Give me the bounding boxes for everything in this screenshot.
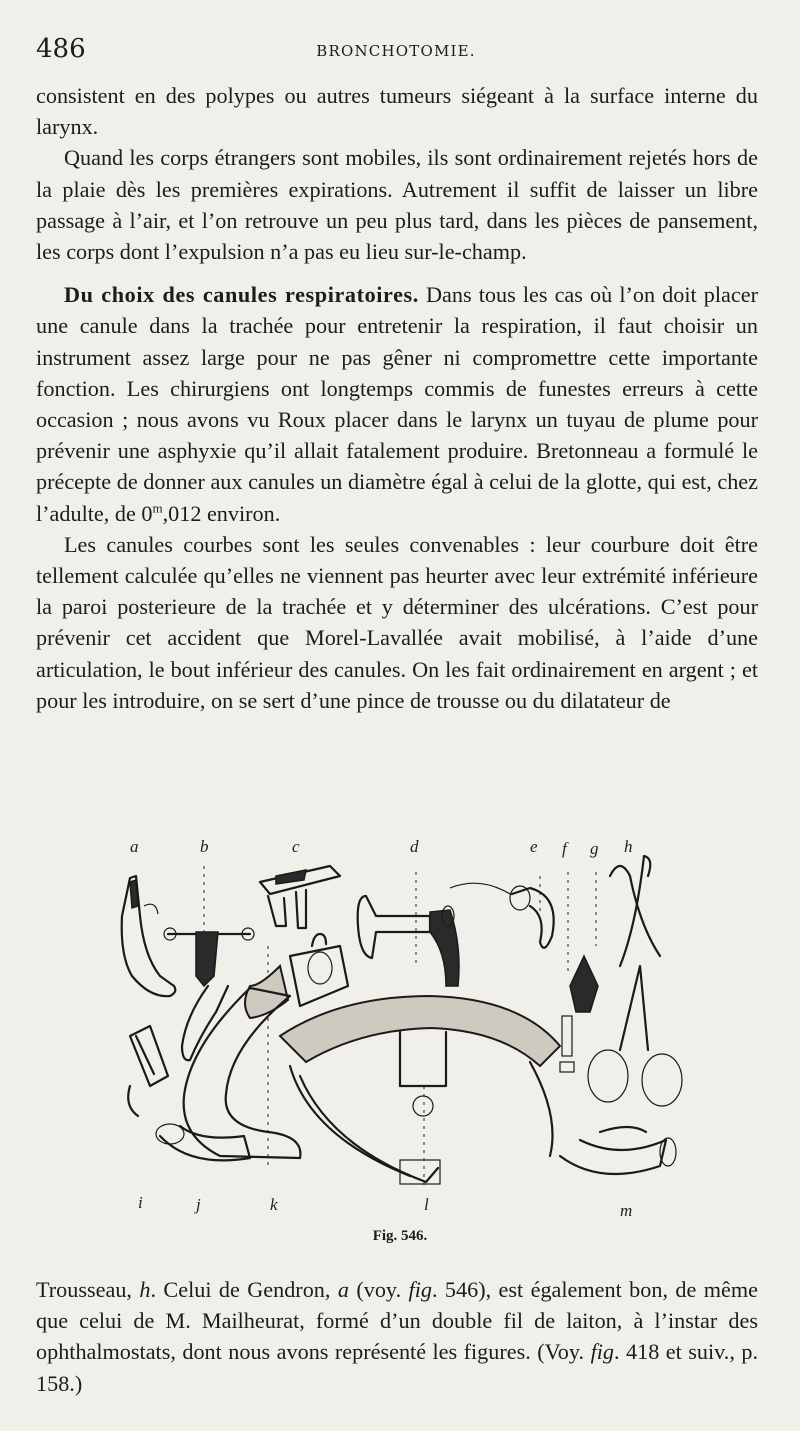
instrument-h — [588, 856, 682, 1106]
fig-letter-m: m — [620, 1201, 633, 1220]
instrument-b — [164, 928, 254, 1060]
figure-546 — [100, 836, 700, 1246]
section-heading: Du choix des canules respiratoires. — [64, 282, 419, 308]
instrument-d — [358, 896, 459, 986]
paragraph-canules: Du choix des canules respiratoires. Dans tous les cas où l’on doit placer une canule dans la trachée pour entretenir la respiration, il faut choisir un instrument assez large pour ne pas gêner ni compromettre cette importante fonction. Les chirurgiens ont longtemps commis de funestes erreurs à cette occasion ; nous avons vu Roux placer dans le larynx un tuyau de plume pour prévenir une asphyxie qu’il allait fatalement produire. Bretonneau a formulé le précepte de donner aux canules un diamètre égal à celui de la glotte, qui est, chez l’adulte, de 0$^m$,012 environ. — [36, 282, 758, 526]
paragraph-trousseau: Trousseau, h. Celui de Gendron, a (voy. fig. 546), est également bon, de même que celui de M. Mailheurat, formé d’un double fil de laiton, à l’instar des ophthalmostats, dont nous avons représenté les figures. (Voy. fig. 418 et suiv., p. 158.) — [36, 1277, 759, 1396]
fig-letter-d: d — [410, 837, 419, 856]
instrument-a — [122, 876, 176, 996]
paragraph-curved-canules: Les canules courbes sont les seules convenables : leur courbure doit être tellement calculée qu’elles ne viennent pas heurter avec leur extrémité inférieure la paroi posterieure de la trachée et y déterminer des ulcérations. C’est pour prévenir cet accident que Morel-Lavallée avait mobilisé, à l’aide d’une articulation, le bout inférieur des canules. On les fait ordinairement en argent ; et pour les introduire, on se sert d’une pince de trousse ou du dilatateur de — [36, 531, 758, 713]
instrument-i — [128, 1026, 168, 1116]
instrument-l — [280, 996, 560, 1184]
fig-letter-c: c — [292, 837, 300, 856]
fig-letter-j: j — [196, 1195, 201, 1214]
body-text-bottom — [36, 1274, 758, 1399]
page-header — [36, 34, 756, 68]
body-text-top — [36, 80, 758, 716]
instrument-j — [156, 1124, 250, 1160]
fig-letter-g: g — [590, 839, 599, 858]
fig-letter-l: l — [424, 1195, 429, 1214]
running-head: BRONCHOTOMIE. — [316, 42, 476, 60]
instrument-e — [450, 883, 554, 948]
paragraph-mobile-bodies: Quand les corps étrangers sont mobiles, ils sont ordinairement rejetés hors de la plaie dès les premières expirations. Autrement il suffit de laisser un libre passage à l’air, et l’on retrouve un peu plus tard, dans les pièces de pansement, les corps dont l’expulsion n’a pas eu lieu sur-le-champ. — [36, 145, 758, 265]
instrument-m — [560, 1127, 676, 1174]
instrument-f-g — [560, 956, 598, 1072]
page-number: 486 — [36, 34, 86, 64]
instrument-canula-shield — [245, 934, 348, 1018]
fig-letter-f: f — [562, 839, 567, 858]
fig-letter-i: i — [138, 1193, 143, 1212]
instrument-k — [184, 988, 301, 1158]
instrument-c — [260, 866, 340, 928]
fig-letter-h: h — [624, 837, 633, 856]
surgical-instruments-illustration — [100, 836, 700, 1246]
figure-caption-wrap — [0, 1225, 800, 1245]
fig-letter-a: a — [130, 837, 139, 856]
fig-letter-e: e — [530, 837, 538, 856]
fig-letter-k: k — [270, 1195, 278, 1214]
figure-caption: Fig. 546. — [372, 1228, 428, 1244]
fig-letter-b: b — [200, 837, 209, 856]
paragraph-continued: consistent en des polypes ou autres tumeurs siégeant à la surface interne du larynx. — [36, 83, 758, 140]
